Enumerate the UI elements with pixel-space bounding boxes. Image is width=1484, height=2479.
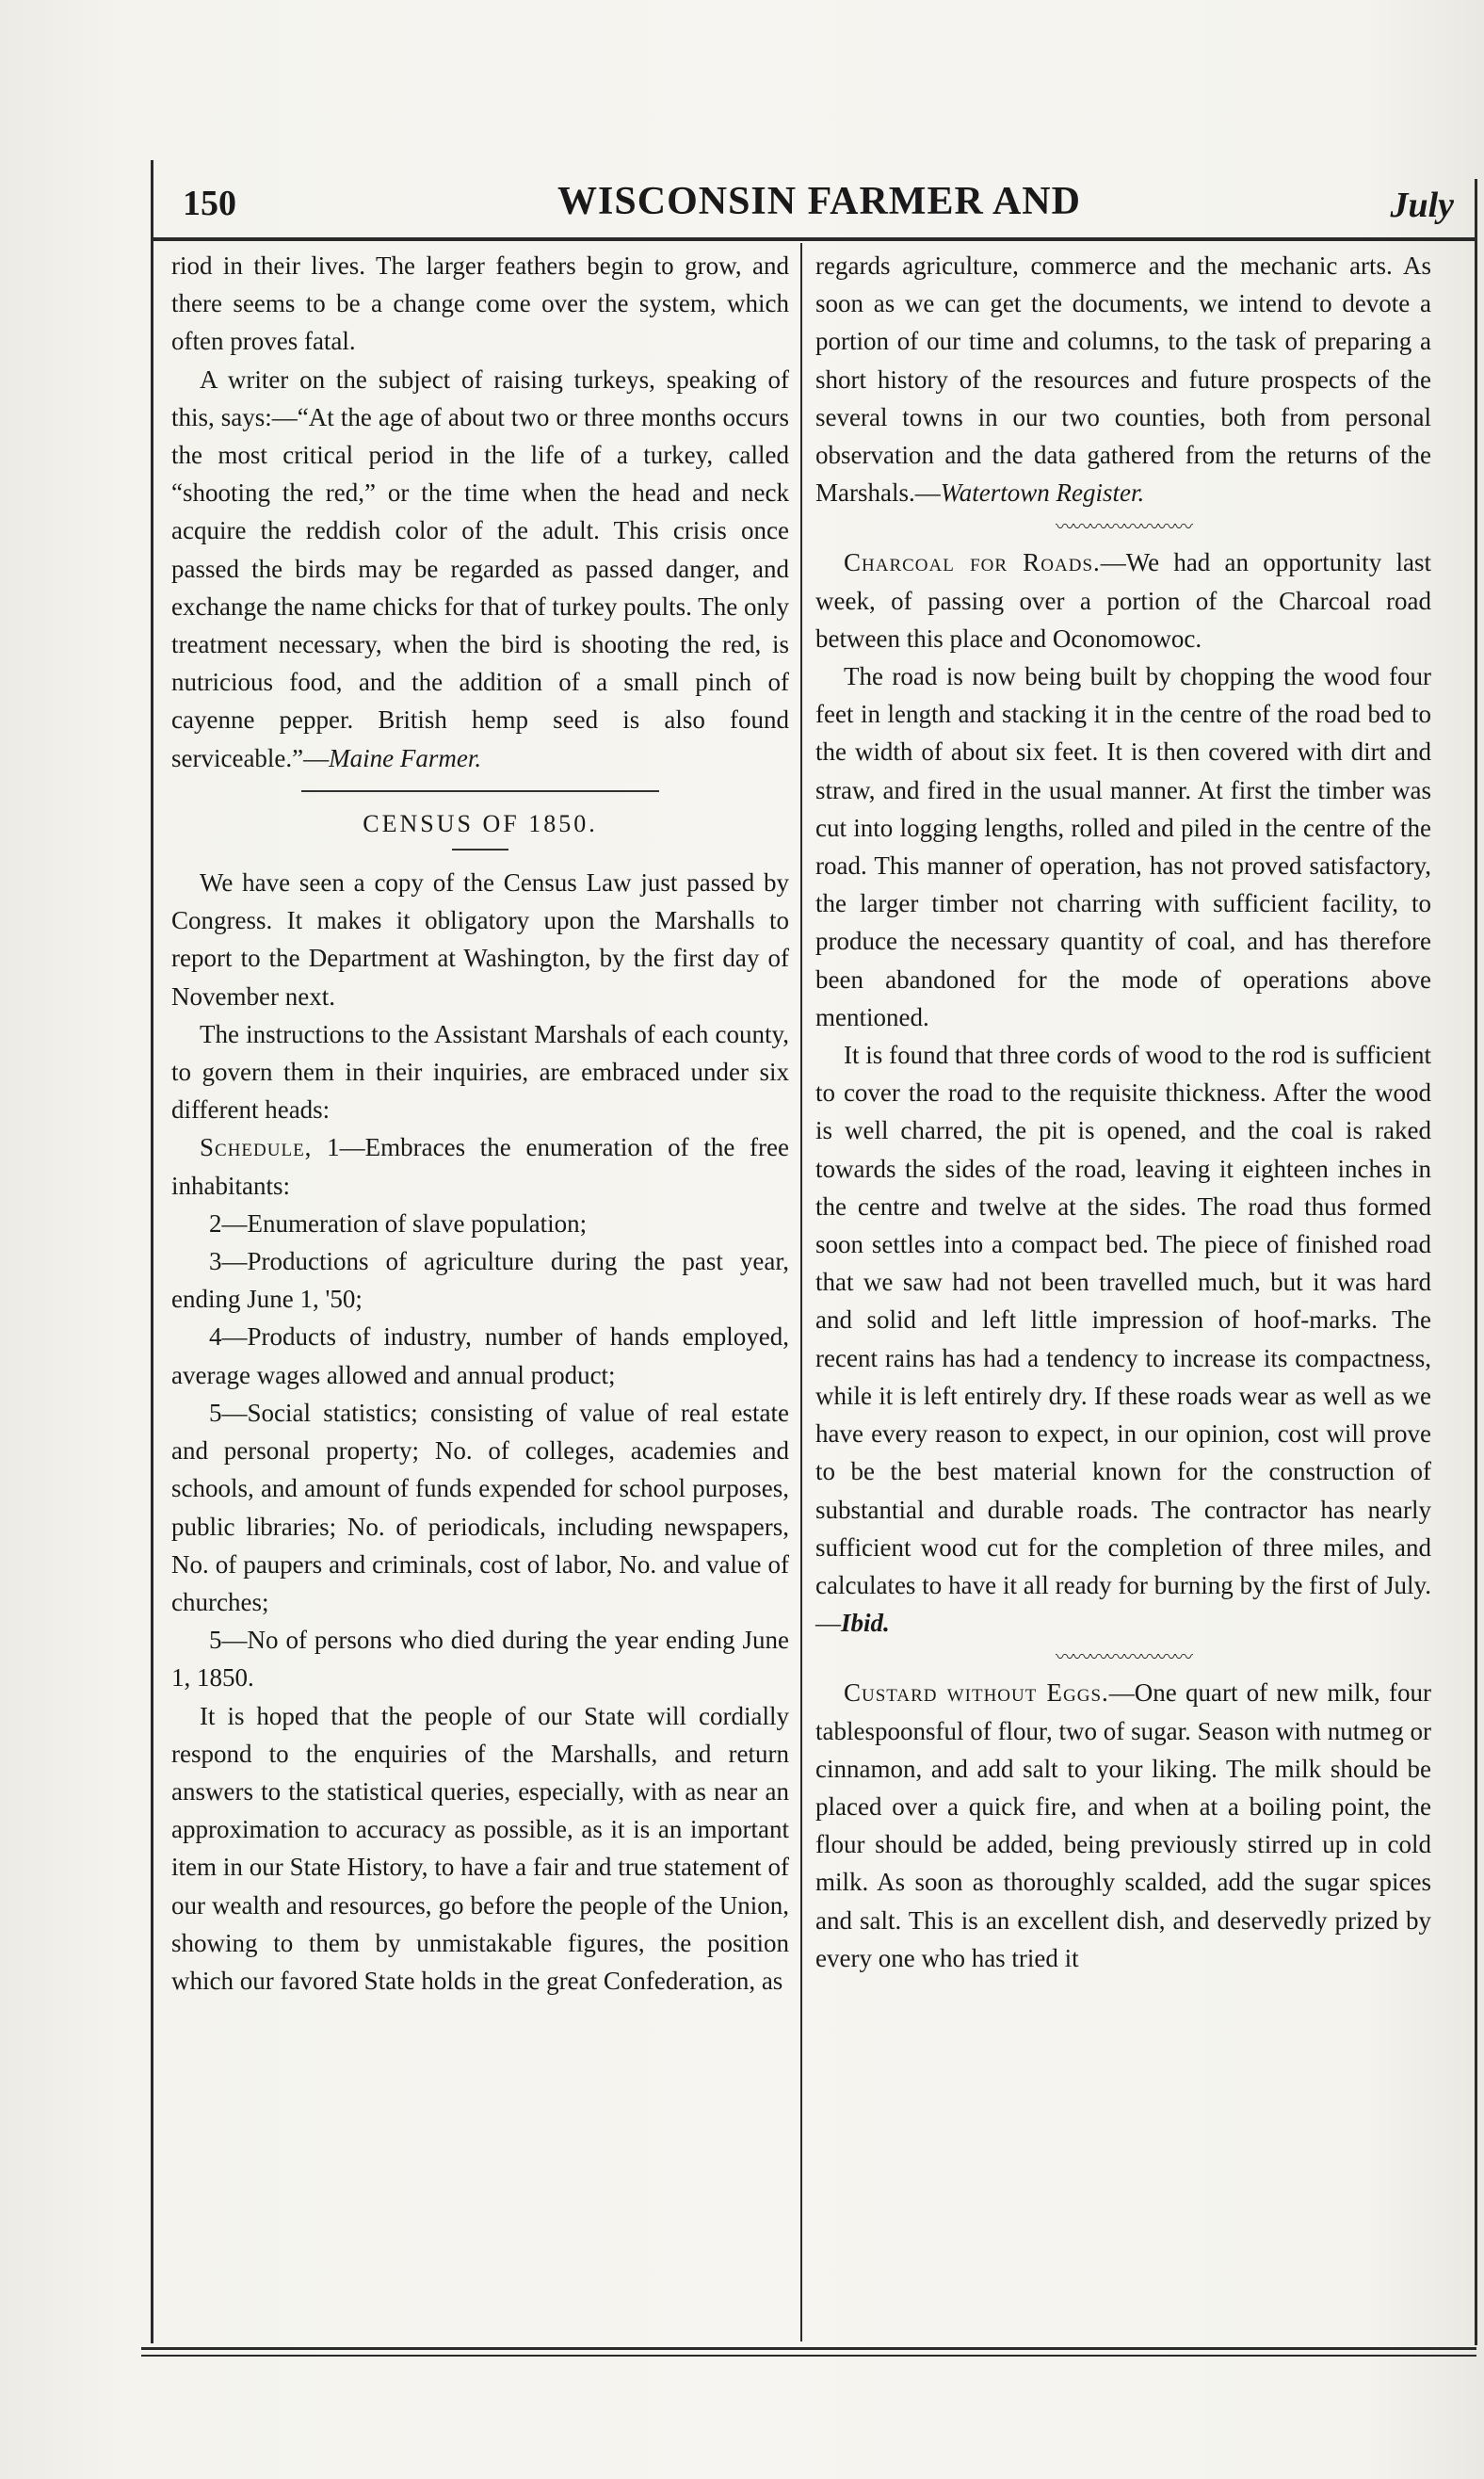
turkey-quote-paragraph: [171, 361, 789, 777]
census-continuation: [815, 247, 1431, 511]
census-heading: CENSUS OF 1850.: [363, 809, 598, 837]
census-closing-paragraph: It is hoped that the people of our State will cordially respond to the enquiries of the Marshalls, and return answers to the statistical queries, especially, with as near an approximation to accuracy as possible, as it is an important item in our State History, to have a fair and true statement of our wealth and resources, go before the people of the Union, showing to them by unmistakable figures, the position which our favored State holds in the great Confederation, as: [171, 1701, 789, 1995]
custard-text: —One quart of new milk, four tablespoonsful of flour, two of sugar. Season with nutmeg or cinnamon, and add salt to your liking. The milk should be placed over a quick fire, and when at a boiling point, the flour should be added, being previously stirred up in cold milk. As soon as thoroughly scalded, add the sugar spices and salt. This is an excellent dish, and deservedly prized by every one who has tried it: [815, 1678, 1431, 1972]
page-number: 150: [183, 184, 236, 223]
turkey-quote-source: Maine Farmer.: [329, 743, 482, 772]
ibid-source: Ibid.: [841, 1609, 890, 1638]
charcoal-heading: Charcoal for Roads.: [844, 548, 1101, 577]
charcoal-paragraph-2: The road is now being built by chopping the wood four feet in length and stacking it in the centre of the road bed to the width of about six feet. It is then covered with dirt and straw, and fired in the usual manner. At first the timber was cut into logging lengths, rolled and piled in the centre of the road. This manner of operation, has not proved satisfactory, the larger timber not charring with sufficient facility, to produce the necessary quantity of coal, and has therefore been abandoned for the mode of operations above mentioned.: [815, 662, 1431, 1031]
wavy-separator: 〰〰〰〰〰〰〰〰: [1056, 517, 1191, 539]
right-border: [1475, 179, 1477, 2345]
section-rule: [301, 790, 659, 792]
census-continuation-text: regards agriculture, commerce and the mechanic arts. As soon as we can get the documents, we intend to devote a portion of our time and columns, to the task of preparing a short history of the resources and future prospects of the several towns in our two counties, both from personal observation and the data gathered from the returns of the Marshals.—: [815, 251, 1431, 508]
schedule-label: Schedule,: [200, 1133, 313, 1162]
masthead-title: WISCONSIN FARMER AND: [557, 180, 1081, 223]
census-schedule-5: 5—Social statistics; consisting of value of real estate and personal property; No. of colleges, academies and schools, and amount of funds expended for school purposes, public libraries; No. of periodicals, including newspapers, No. of paupers and criminals, cost of labor, No. and value of churches;: [171, 1398, 789, 1616]
census-schedule-3: 3—Productions of agriculture during the past year, ending June 1, '50;: [171, 1247, 789, 1314]
page-header: [158, 175, 1480, 232]
column-divider: [800, 243, 802, 2341]
left-border: [151, 160, 153, 2343]
census-schedule-6: 5—No of persons who died during the year ending June 1, 1850.: [171, 1626, 789, 1693]
census-paragraph-2: The instructions to the Assistant Marshals of each county, to govern them in their inquiries, are embraced under six different heads:: [171, 1019, 789, 1125]
issue-month: July: [1390, 186, 1454, 225]
custard-heading: Custard without Eggs.: [844, 1678, 1109, 1708]
census-paragraph-1: We have seen a copy of the Census Law just passed by Congress. It makes it obligatory upon the Marshalls to report to the Department at Washington, by the first day of November next.: [171, 868, 789, 1011]
turkey-quote-text: A writer on the subject of raising turkeys, speaking of this, says:—“At the age of about two or three months occurs the most critical period in the life of a turkey, called “shooting the red,” or the time when the head and neck acquire the reddish color of the adult. This crisis once passed the birds may be regarded as passed danger, and exchange the name chicks for that of turkey poults. The only treatment necessary, when the bird is shooting the red, is nutricious food, and the addition of a small pinch of cayenne pepper. British hemp seed is also found serviceable.”—: [171, 365, 789, 772]
schedule-1-text: 1—Embraces the enumeration of the free inhabitants:: [171, 1133, 789, 1200]
turkey-paragraph-end: riod in their lives. The larger feathers begin to grow, and there seems to be a change come over the system, which often proves fatal.: [171, 251, 789, 356]
bottom-rule-1: [141, 2347, 1476, 2350]
header-rule: [153, 237, 1476, 241]
charcoal-intro-text: —We had an opportunity last week, of passing over a portion of the Charcoal road between this place and Oconomowoc.: [815, 548, 1432, 653]
bottom-rule-2: [141, 2355, 1476, 2357]
census-schedule-4: 4—Products of industry, number of hands employed, average wages allowed and annual product;: [171, 1322, 789, 1389]
left-column: [171, 247, 789, 2000]
charcoal-paragraph-3-text: It is found that three cords of wood to the rod is sufficient to cover the road to the requisite thickness. After the wood is well charred, the pit is opened, and the coal is raked towards the sides of the road, leaving it eighteen inches in the centre and twelve at the sides. The road thus formed soon settles into a compact bed. The piece of finished road that we saw had not been travelled much, but it was hard and solid and left little impression of hoof-marks. The recent rains has had a tendency to increase its compactness, while it is left entirely dry. If these roads wear as well as we have every reason to expect, in our opinion, cost will prove to be the best material known for the construction of substantial and durable roads. The contractor has nearly sufficient wood cut for the completion of three miles, and calculates to have it all ready for burning by the first of July.—: [815, 1041, 1431, 1638]
custard-recipe: [815, 1674, 1431, 1977]
census-schedule-1: [171, 1128, 789, 1204]
census-schedule-2: 2—Enumeration of slave population;: [209, 1208, 588, 1238]
charcoal-paragraph-3: [815, 1036, 1431, 1642]
wavy-separator-2: 〰〰〰〰〰〰〰〰: [1056, 1647, 1191, 1669]
charcoal-intro: [815, 543, 1431, 657]
watertown-source: Watertown Register.: [940, 478, 1145, 508]
heading-rule: [452, 849, 508, 851]
right-column: [815, 247, 1431, 1977]
